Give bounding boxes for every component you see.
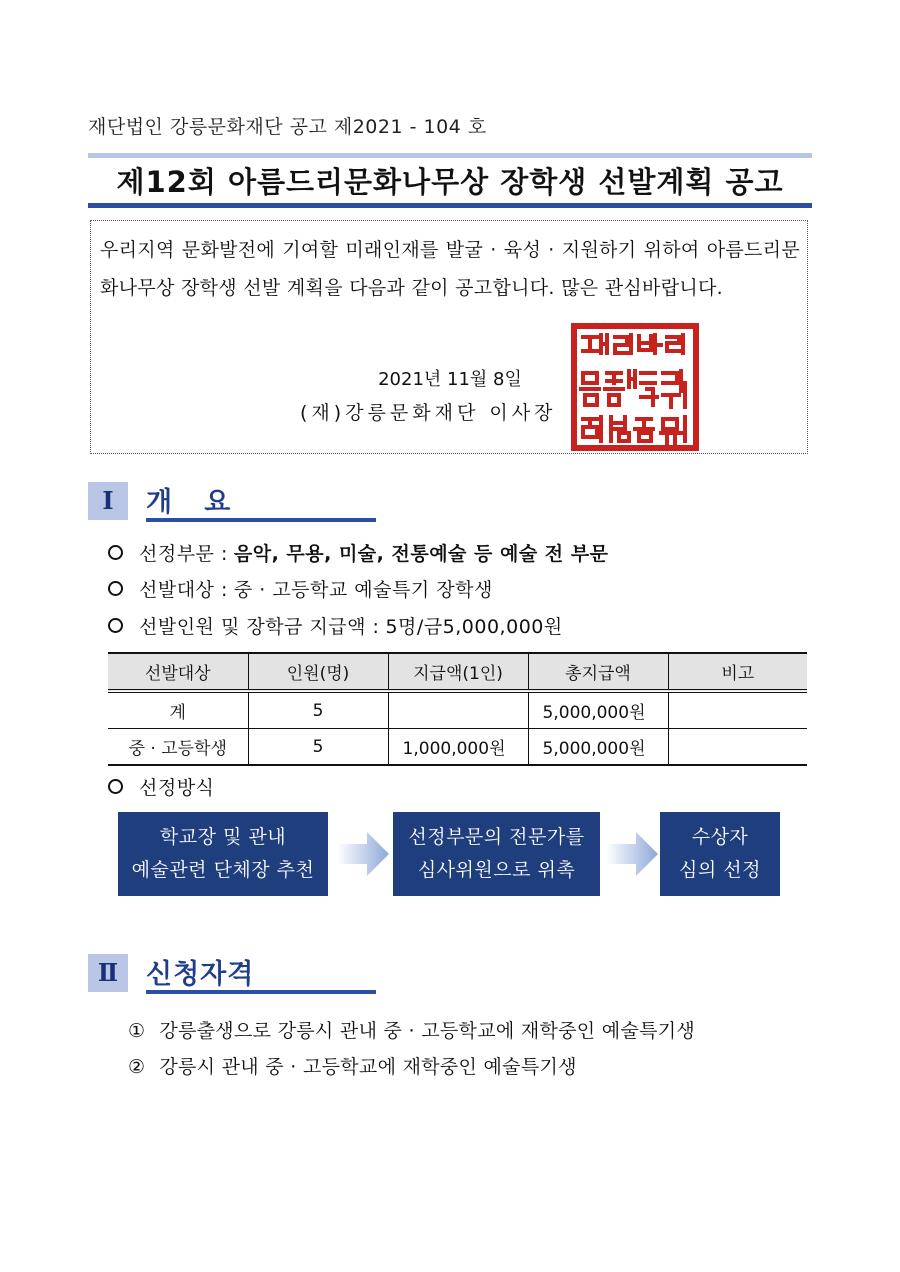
bullet-value: 5명/금5,000,000원 xyxy=(385,616,563,638)
section1-underline xyxy=(146,518,376,522)
bullet-label: 선발인원 및 장학금 지급액 : xyxy=(139,616,380,638)
flow-step-selection xyxy=(660,812,780,896)
section1-title: 개 요 xyxy=(146,487,232,518)
title-bar-top xyxy=(88,153,812,158)
bullet-method xyxy=(108,773,214,800)
flow-step-line: 선정부문의 전문가를 xyxy=(408,826,585,848)
flow-step-recommend xyxy=(118,812,328,896)
flow-step-line: 수상자 xyxy=(691,826,749,848)
table-cell xyxy=(388,691,528,729)
flow-step-line: 심사위원으로 위촉 xyxy=(417,859,576,881)
intro-date: 2021년 11월 8일 xyxy=(378,369,522,390)
page-title: 제12회 아름드리문화나무상 장학생 선발계획 공고 xyxy=(116,165,784,199)
table-header-cell: 선발대상 xyxy=(108,653,248,691)
item-text: 강릉시 관내 중 · 고등학교에 재학중인 예술특기생 xyxy=(159,1056,577,1078)
table-header-cell: 총지급액 xyxy=(528,653,668,691)
table-header-cell: 지급액(1인) xyxy=(388,653,528,691)
arrow-right-icon xyxy=(606,832,658,876)
bullet-label: 선정방식 xyxy=(139,777,215,799)
table-cell: 중 · 고등학생 xyxy=(108,729,248,766)
flow-step-line: 학교장 및 관내 xyxy=(159,826,287,848)
table-cell: 5 xyxy=(248,691,388,729)
table-cell: 5 xyxy=(248,729,388,766)
item-marker: ② xyxy=(128,1056,146,1078)
section2-title: 신청자격 xyxy=(146,959,255,990)
circle-bullet-icon xyxy=(108,779,123,794)
bullet-target xyxy=(108,575,493,602)
item-text: 강릉출생으로 강릉시 관내 중 · 고등학교에 재학중인 예술특기생 xyxy=(159,1020,696,1042)
flow-step-line: 예술관련 단체장 추천 xyxy=(131,859,315,881)
circle-bullet-icon xyxy=(108,618,123,633)
arrow-right-icon xyxy=(337,832,389,876)
flow-step-committee xyxy=(393,812,600,896)
notice-number: 재단법인 강릉문화재단 공고 제2021 - 104 호 xyxy=(88,116,487,138)
table-cell: 계 xyxy=(108,691,248,729)
eligibility-item xyxy=(128,1016,695,1043)
section1-number: Ⅰ xyxy=(88,482,128,520)
bullet-label: 선정부문 : xyxy=(139,543,228,565)
table-cell xyxy=(668,691,807,729)
circle-bullet-icon xyxy=(108,581,123,596)
official-seal xyxy=(571,323,699,451)
table-row xyxy=(108,729,807,766)
table-cell: 1,000,000원 xyxy=(388,729,528,766)
circle-bullet-icon xyxy=(108,545,123,560)
bullet-label: 선발대상 : xyxy=(139,579,228,601)
table-header-cell: 인원(명) xyxy=(248,653,388,691)
item-marker: ① xyxy=(128,1020,146,1042)
section2-number: Ⅱ xyxy=(88,954,128,992)
table-cell: 5,000,000원 xyxy=(528,729,668,766)
bullet-value: 음악, 무용, 미술, 전통예술 등 예술 전 부문 xyxy=(233,543,609,565)
scholarship-table xyxy=(108,652,807,766)
bullet-headcount xyxy=(108,612,563,639)
table-cell: 5,000,000원 xyxy=(528,691,668,729)
table-cell xyxy=(668,729,807,766)
flow-step-line: 심의 선정 xyxy=(679,859,761,881)
table-header-row xyxy=(108,653,807,691)
table-header-cell: 비고 xyxy=(668,653,807,691)
section2-underline xyxy=(146,990,376,994)
eligibility-item xyxy=(128,1052,577,1079)
table-row xyxy=(108,691,807,729)
intro-text: 우리지역 문화발전에 기여할 미래인재를 발굴 · 육성 · 지원하기 위하여 아름드리문화나무상 장학생 선발 계획을 다음과 같이 공고합니다. 많은 관심바랍니다. xyxy=(100,239,800,299)
intro-organization: (재)강릉문화재단 이사장 xyxy=(300,402,557,424)
title-bar-bottom xyxy=(88,203,812,208)
bullet-category xyxy=(108,539,608,566)
bullet-value: 중 · 고등학교 예술특기 장학생 xyxy=(233,579,493,601)
